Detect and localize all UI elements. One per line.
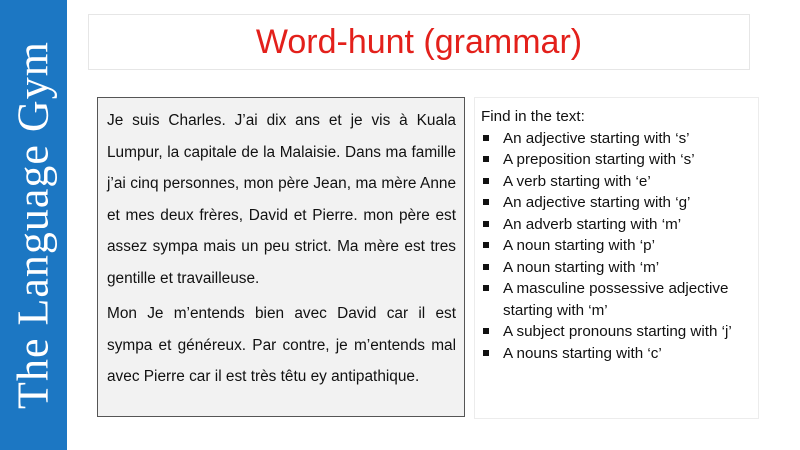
sidebar-banner [0, 0, 67, 450]
task-item [481, 257, 752, 279]
bullet-icon [483, 156, 489, 162]
passage-paragraph: Je suis Charles. J’ai dix ans et je vis à Kuala Lumpur, la capitale de la Malaisie. Dans ma famille j’ai cinq personnes, mon père Jean, ma mère Anne et mes deux frères, David et Pierre. mon père est assez sympa mais un peu strict. Ma mère est tres gentille et travailleuse. [107, 112, 456, 287]
bullet-icon [483, 350, 489, 356]
task-text: An adjective starting with ‘g’ [503, 194, 691, 211]
bullet-icon [483, 285, 489, 291]
task-text: A preposition starting with ‘s’ [503, 151, 695, 168]
task-item [481, 321, 752, 343]
task-item [481, 235, 752, 257]
task-item [481, 278, 752, 321]
task-item [481, 192, 752, 214]
bullet-icon [483, 135, 489, 141]
bullet-icon [483, 242, 489, 248]
task-text: A masculine possessive adjective starting with ‘m’ [503, 280, 729, 319]
task-list [481, 128, 752, 365]
task-item [481, 171, 752, 193]
task-heading: Find in the text: [481, 108, 585, 125]
task-panel [474, 97, 759, 419]
page-title: Word-hunt (grammar) [255, 23, 583, 61]
task-text: A subject pronouns starting with ‘j’ [503, 323, 732, 340]
bullet-icon [483, 221, 489, 227]
bullet-icon [483, 264, 489, 270]
brand-text: The Language Gym [8, 41, 58, 409]
task-item [481, 343, 752, 365]
task-item [481, 149, 752, 171]
task-text: An adjective starting with ‘s’ [503, 129, 690, 147]
title-box [88, 14, 750, 70]
bullet-icon [483, 178, 489, 184]
bullet-icon [483, 328, 489, 334]
reading-passage [97, 97, 465, 417]
task-item [481, 214, 752, 236]
task-text: A noun starting with ‘m’ [503, 258, 660, 276]
passage-paragraph: Mon Je m’entends bien avec David car il est sympa et généreux. Par contre, je m’entends mal avec Pierre car il est très têtu ey antipathique. [107, 305, 456, 385]
bullet-icon [483, 199, 489, 205]
task-text: A noun starting with ‘p’ [503, 237, 655, 254]
task-text: A verb starting with ‘e’ [503, 172, 651, 190]
task-item [481, 128, 752, 150]
task-text: A nouns starting with ‘c’ [503, 344, 662, 362]
task-text: An adverb starting with ‘m’ [503, 215, 682, 233]
